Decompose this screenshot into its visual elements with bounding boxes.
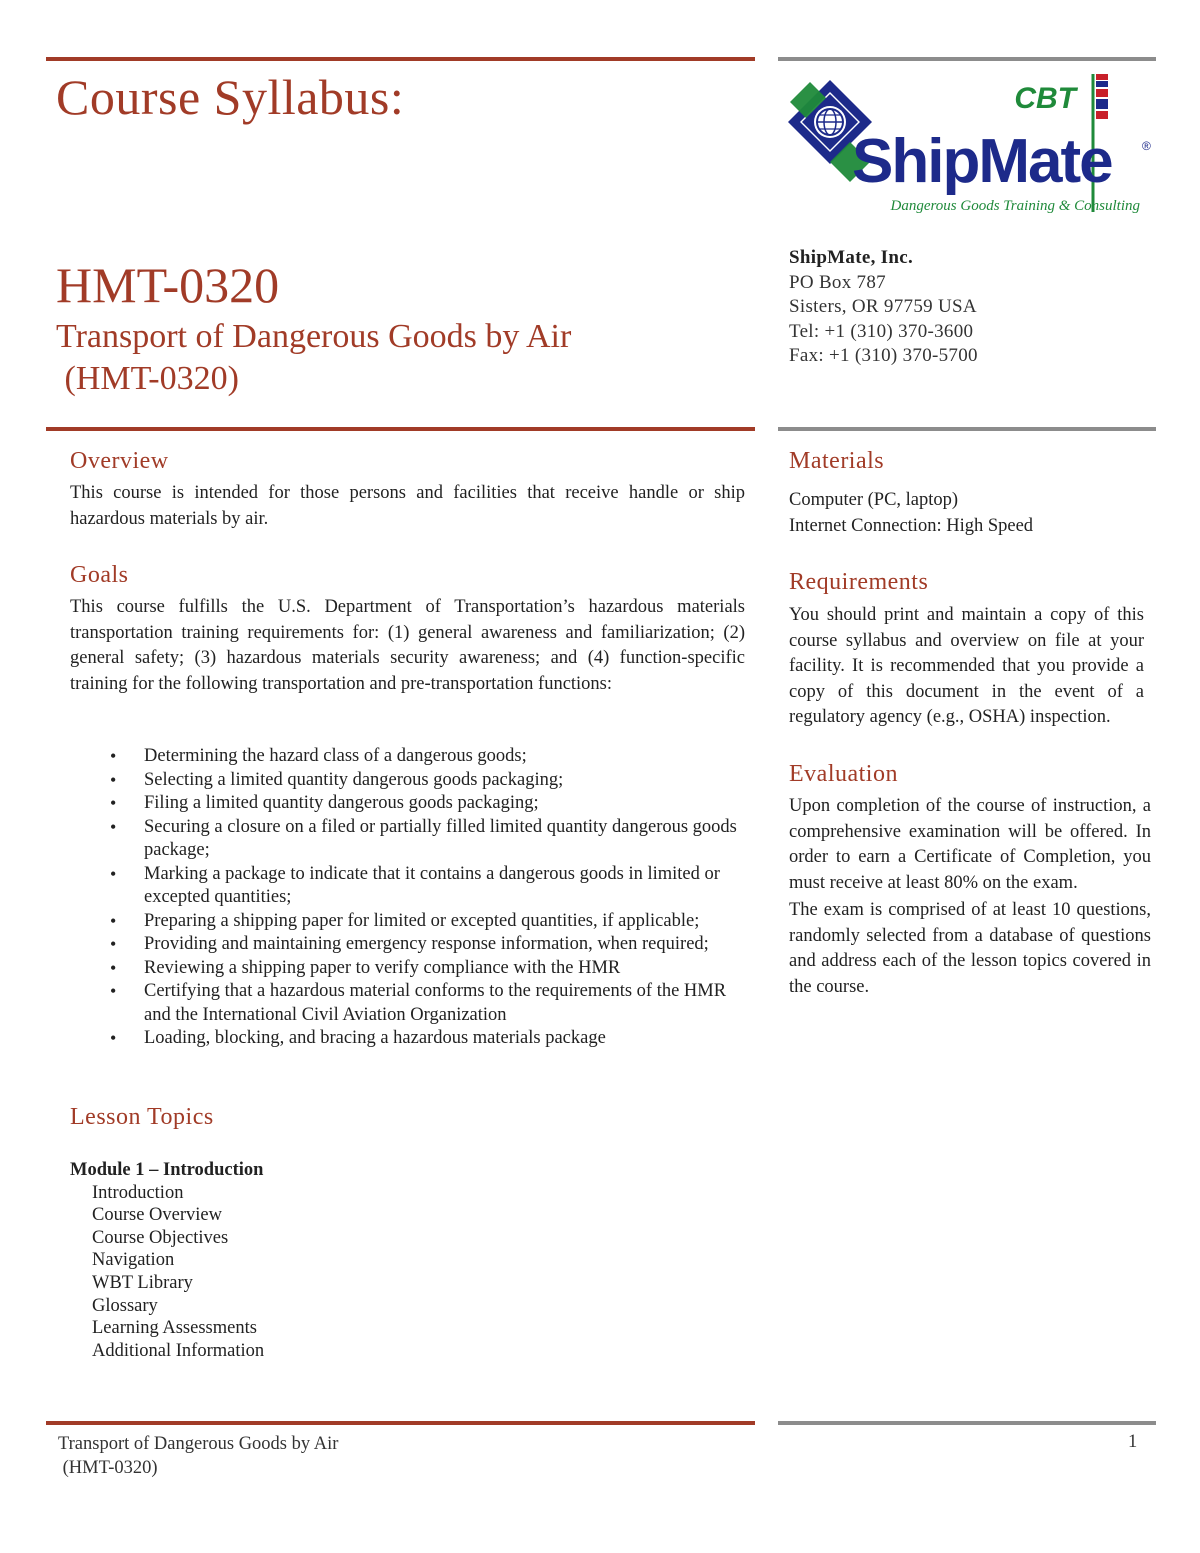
evaluation-text-1: Upon completion of the course of instruction, a comprehensive examination will be offered. In order to earn a Certificate of Completion, you must receive at least 80% on the exam. — [789, 796, 1151, 893]
list-item: • Securing a closure on a filed or partially filled limited quantity dangerous goods package; — [110, 816, 750, 863]
topic-item: Introduction — [92, 1182, 184, 1203]
po-box: PO Box 787 — [789, 271, 886, 293]
materials-list — [789, 488, 1149, 539]
list-item: • Filing a limited quantity dangerous goods packaging; — [110, 792, 750, 816]
shipmate-logo — [780, 72, 1160, 222]
company-address — [789, 246, 978, 369]
goals-list — [110, 745, 750, 1051]
course-code: HMT-0320 — [56, 257, 280, 313]
overview-heading: Overview — [70, 448, 169, 474]
topic-item: WBT Library — [92, 1272, 193, 1293]
footer-course-name — [58, 1432, 338, 1480]
bottom-rule-right — [778, 1421, 1156, 1425]
evaluation-heading: Evaluation — [789, 761, 898, 787]
topic-item: Navigation — [92, 1250, 175, 1271]
list-item: • Marking a package to indicate that it contains a dangerous goods in limited or excepted quantities; — [110, 863, 750, 910]
city-line: Sisters, OR 97759 USA — [789, 296, 977, 317]
goals-text: This course fulfills the U.S. Department of Transportation’s hazardous materials transportation training requirements for: (1) general awareness and familiarization; (2) general safety; (3) hazardous materials security awareness; and (4) function-specific training for the following transportation and pre-transportation functions: — [70, 597, 745, 694]
footer-line1: Transport of Dangerous Goods by Air — [58, 1434, 339, 1454]
page-title: Course Syllabus: — [56, 69, 405, 125]
cbt-label: CBT — [1014, 82, 1076, 115]
footer-line2: (HMT-0320) — [58, 1458, 158, 1478]
course-name-line1: Transport of Dangerous Goods by Air — [56, 318, 572, 355]
mid-rule-right — [778, 427, 1156, 431]
mid-rule-left — [46, 427, 755, 431]
requirements-text: You should print and maintain a copy of this course syllabus and overview on file at your facility. It is recommended that you provide a copy of this document in the event of a regulatory agency (e.g., OSHA) inspection. — [789, 605, 1144, 727]
topic-item: Additional Information — [92, 1340, 265, 1361]
list-item: • Selecting a limited quantity dangerous goods packaging; — [110, 769, 750, 793]
material-item: Computer (PC, laptop) — [789, 490, 959, 510]
materials-heading: Materials — [789, 448, 885, 474]
tel-line: Tel: +1 (310) 370-3600 — [789, 320, 974, 342]
material-item: Internet Connection: High Speed — [789, 515, 1034, 536]
topic-item: Learning Assessments — [92, 1318, 257, 1339]
module-block — [70, 1159, 264, 1362]
lesson-topics-heading: Lesson Topics — [70, 1104, 214, 1130]
list-item: • Certifying that a hazardous material conforms to the requirements of the HMR and the International Civil Aviation Organization — [110, 980, 750, 1027]
top-rule-right — [778, 57, 1156, 61]
list-item: • Determining the hazard class of a dangerous goods; — [110, 745, 750, 769]
module-title: Module 1 – Introduction — [70, 1160, 264, 1180]
bottom-rule-left — [46, 1421, 755, 1425]
course-name-line2: (HMT-0320) — [56, 360, 239, 397]
fax-line: Fax: +1 (310) 370-5700 — [789, 345, 978, 366]
course-name — [56, 316, 571, 400]
registered-mark: ® — [1142, 139, 1151, 153]
overview-text: This course is intended for those persons and facilities that receive handle or ship hazardous materials by air. — [70, 483, 745, 529]
brand-name: ShipMate — [852, 127, 1112, 196]
topic-item: Course Overview — [92, 1205, 222, 1226]
list-item: • Preparing a shipping paper for limited or excepted quantities, if applicable; — [110, 910, 750, 934]
top-rule-left — [46, 57, 755, 61]
requirements-heading: Requirements — [789, 569, 929, 595]
list-item: • Providing and maintaining emergency response information, when required; — [110, 933, 750, 957]
goals-heading: Goals — [70, 562, 129, 588]
page-number: 1 — [1128, 1432, 1138, 1452]
logo-tagline: Dangerous Goods Training & Consulting — [890, 198, 1140, 214]
list-item: • Loading, blocking, and bracing a hazardous materials package — [110, 1027, 750, 1051]
topic-item: Glossary — [92, 1295, 158, 1316]
topic-item: Course Objectives — [92, 1227, 229, 1248]
list-item: • Reviewing a shipping paper to verify compliance with the HMR — [110, 957, 750, 981]
company-name: ShipMate, Inc. — [789, 247, 914, 268]
evaluation-text-2: The exam is comprised of at least 10 questions, randomly selected from a database of questions and address each of the lesson topics covered in the course. — [789, 900, 1151, 997]
